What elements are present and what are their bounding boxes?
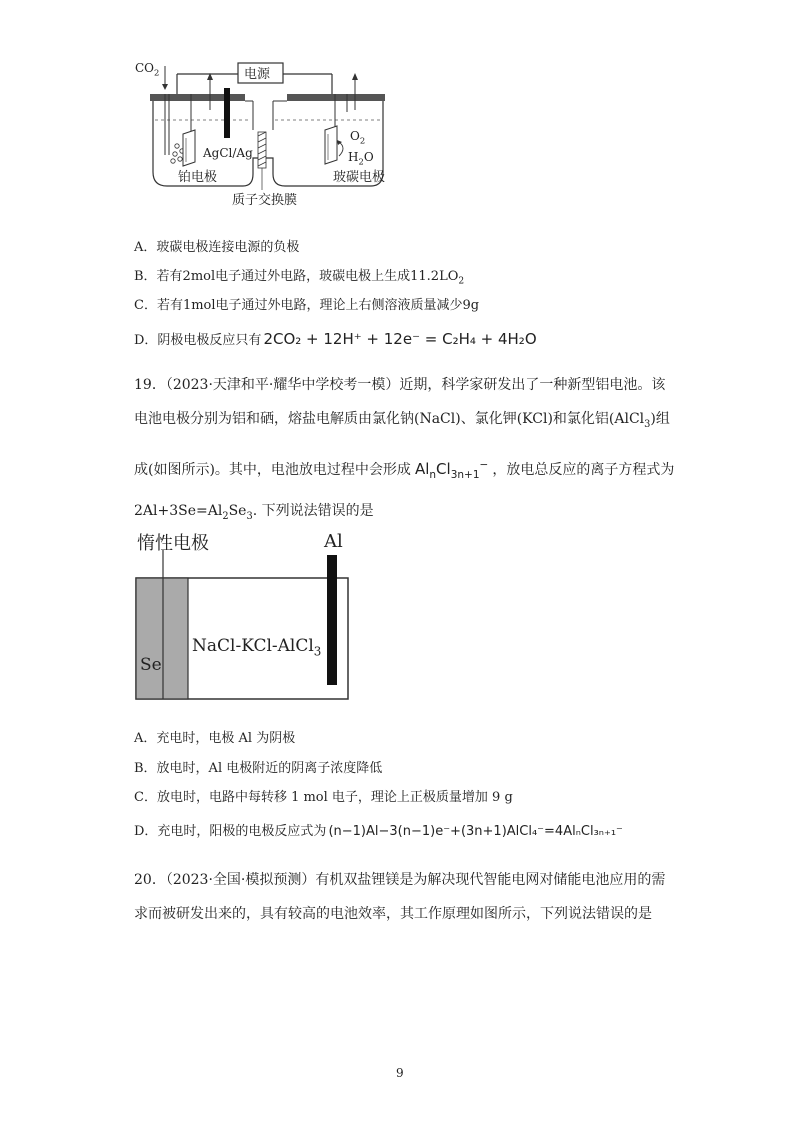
q18-option-b-sub: 2 xyxy=(458,276,465,287)
h2o-o: O xyxy=(363,150,374,164)
q19-line-4-c: . 下列说法错误的是 xyxy=(252,503,374,519)
q19-option-b: B．放电时，Al 电极附近的阴离子浓度降低 xyxy=(134,761,383,776)
formula-al: Al xyxy=(414,460,430,478)
q19-line-2 xyxy=(134,409,670,435)
q18-option-b xyxy=(134,268,464,291)
q18-option-d-text: D．阴极电极反应只有 xyxy=(134,333,262,348)
electrolyte-label xyxy=(192,636,321,658)
q19-option-d-equation: (n−1)Al−3(n−1)e⁻+(3n+1)AlCl₄⁻=4AlₙCl₃ₙ₊₁⁻ xyxy=(328,824,623,839)
q19-line-4-sub1: 2 xyxy=(222,510,229,522)
al-label: Al xyxy=(324,531,343,552)
q18-option-b-text: B．若有2mol电子通过外电路，玻碳电极上生成11.2LO xyxy=(134,269,459,284)
electrolyte-text: NaCl-KCl-AlCl xyxy=(192,636,314,656)
formula-charge: − xyxy=(479,459,489,471)
q19-line-2-sub: 3 xyxy=(644,418,651,430)
q19-line-1: 19．（2023·天津和平·耀华中学校考一模）近期，科学家研发出了一种新型铝电池。该 xyxy=(134,377,666,393)
q19-line-4-a: 2Al+3Se=Al xyxy=(134,503,223,519)
co2-subscript: 2 xyxy=(154,67,160,78)
h2o-label xyxy=(348,150,374,166)
glassy-carbon-electrode xyxy=(325,126,337,164)
q19-line-3-b: ，放电总反应的离子方程式为 xyxy=(492,462,675,478)
h2o-h: H xyxy=(348,150,359,164)
q20-line-1: 20．（2023·全国·模拟预测）有机双盐锂镁是为解决现代智能电网对储能电池应用的需 xyxy=(134,872,666,888)
q18-option-d-equation: 2CO₂ + 12H⁺ + 12e⁻ = C₂H₄ + 4H₂O xyxy=(263,330,537,348)
q19-line-3-formula xyxy=(414,459,489,481)
q19-line-4-b: Se xyxy=(228,503,247,519)
q19-line-4-sub2: 3 xyxy=(246,510,253,522)
q19-line-3-a: 成(如图所示)。其中，电池放电过程中会形成 xyxy=(134,462,411,478)
q19-option-d xyxy=(134,823,623,841)
figure-al-se-battery xyxy=(130,530,360,705)
glassy-carbon-label: 玻碳电极 xyxy=(333,170,386,185)
h2o-subscript: 2 xyxy=(358,156,364,167)
o2-subscript: 2 xyxy=(359,135,366,146)
formula-cl: Cl xyxy=(436,460,451,478)
o2-text: O xyxy=(350,129,360,143)
se-label: Se xyxy=(140,655,162,675)
co2-text: CO xyxy=(135,61,155,75)
se-electrode xyxy=(136,578,188,699)
q19-line-2-a: 电池电极分别为铝和硒，熔盐电解质由氯化钠(NaCl)、氯化钾(KCl)和氯化铝(AlCl xyxy=(134,411,645,427)
electrolyte-sub: 3 xyxy=(313,644,322,659)
platinum-electrode xyxy=(183,130,195,166)
o2-label xyxy=(350,129,365,145)
agcl-ag-label: AgCl/Ag xyxy=(203,146,253,160)
q18-option-d xyxy=(134,330,537,350)
q19-line-2-b: )组 xyxy=(650,411,670,427)
q20-line-2: 求而被研发出来的，具有较高的电池效率，其工作原理如图所示，下列说法错误的是 xyxy=(134,906,652,922)
membrane-label: 质子交换膜 xyxy=(232,193,298,208)
q18-option-c: C．若有1mol电子通过外电路，理论上右侧溶液质量减少9g xyxy=(134,298,480,313)
platinum-electrode-label: 铂电极 xyxy=(178,170,218,185)
formula-n: n xyxy=(429,469,437,481)
co2-label xyxy=(135,61,159,77)
inert-electrode-label: 惰性电极 xyxy=(137,533,209,554)
formula-sub: 3n+1 xyxy=(450,469,480,481)
q19-line-4 xyxy=(134,501,374,527)
q18-option-a: A．玻碳电极连接电源的负极 xyxy=(134,240,300,255)
q19-line-3 xyxy=(134,455,674,485)
power-supply-label: 电源 xyxy=(244,67,271,82)
q19-option-a: A．充电时，电极 Al 为阴极 xyxy=(134,731,296,746)
al-electrode xyxy=(327,555,337,685)
page-number: 9 xyxy=(396,1066,404,1080)
agcl-ag-electrode xyxy=(224,88,230,138)
q19-option-d-text: D．充电时，阳极的电极反应式为 xyxy=(134,824,327,839)
q19-option-c: C．放电时，电路中每转移 1 mol 电子，理论上正极质量增加 9 g xyxy=(134,790,513,805)
